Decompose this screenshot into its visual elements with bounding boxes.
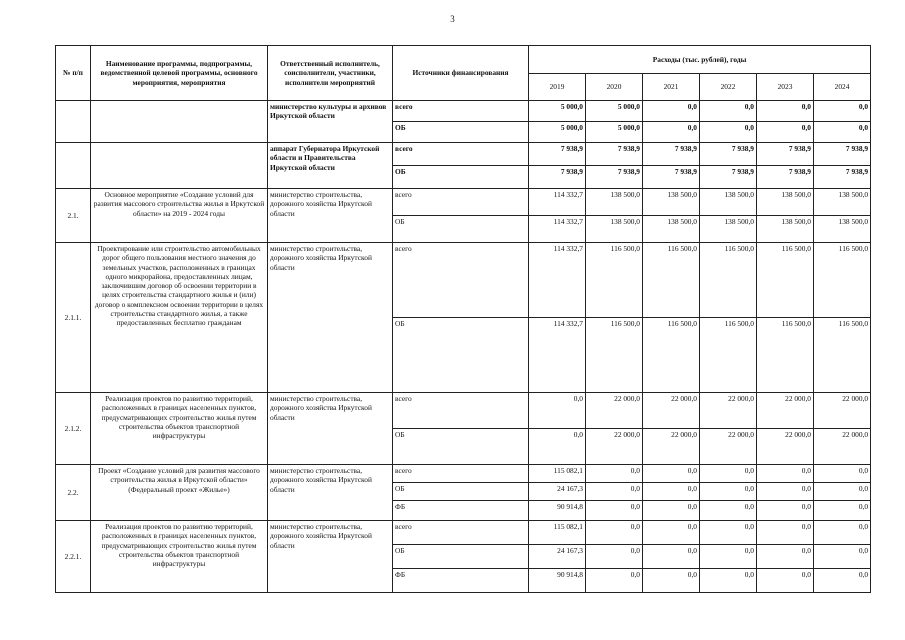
expense-value: 114 332,7 [529, 216, 586, 243]
expense-value: 22 000,0 [700, 393, 757, 429]
header-num: № п/п [56, 46, 91, 101]
row-responsible: министерство строительства, дорожного хозяйства Иркутской области [268, 465, 393, 521]
expense-value: 5 000,0 [529, 101, 586, 122]
expense-value: 138 500,0 [700, 216, 757, 243]
expense-value: 116 500,0 [586, 318, 643, 393]
expense-value: 7 938,9 [643, 143, 700, 166]
expense-value: 0,0 [814, 521, 871, 545]
expense-value: 0,0 [643, 521, 700, 545]
header-year: 2024 [814, 74, 871, 101]
table-row [56, 101, 871, 122]
expense-value: 0,0 [643, 545, 700, 569]
expense-value: 22 000,0 [757, 393, 814, 429]
expense-value: 116 500,0 [586, 243, 643, 318]
row-responsible: министерство строительства, дорожного хозяйства Иркутской области [268, 243, 393, 393]
header-expenses: Расходы (тыс. рублей), годы [529, 46, 871, 74]
row-number: 2.1. [56, 189, 91, 243]
expense-value: 0,0 [700, 483, 757, 501]
expense-value: 7 938,9 [757, 166, 814, 189]
row-responsible: министерство строительства, дорожного хозяйства Иркутской области [268, 393, 393, 465]
header-year: 2020 [586, 74, 643, 101]
expense-value: 138 500,0 [757, 216, 814, 243]
expense-value: 116 500,0 [757, 243, 814, 318]
expense-value: 0,0 [586, 545, 643, 569]
row-responsible: министерство строительства, дорожного хозяйства Иркутской области [268, 521, 393, 593]
expense-value: 0,0 [643, 465, 700, 483]
expense-value: 0,0 [757, 483, 814, 501]
expense-value: 0,0 [529, 393, 586, 429]
funding-source: всего [393, 143, 529, 166]
funding-source: ОБ [393, 483, 529, 501]
expense-value: 114 332,7 [529, 243, 586, 318]
expense-value: 114 332,7 [529, 189, 586, 216]
expense-value: 116 500,0 [643, 318, 700, 393]
expense-value: 138 500,0 [814, 189, 871, 216]
expense-value: 0,0 [814, 545, 871, 569]
row-number: 2.2.1. [56, 521, 91, 593]
funding-source: всего [393, 393, 529, 429]
funding-source: ОБ [393, 318, 529, 393]
expense-value: 0,0 [700, 501, 757, 521]
expense-value: 22 000,0 [814, 393, 871, 429]
expense-value: 0,0 [586, 501, 643, 521]
expense-value: 0,0 [700, 122, 757, 143]
expense-value: 138 500,0 [757, 189, 814, 216]
expense-value: 0,0 [814, 569, 871, 593]
expense-value: 0,0 [814, 465, 871, 483]
expense-value: 0,0 [643, 122, 700, 143]
expense-value: 116 500,0 [643, 243, 700, 318]
table-row [56, 243, 871, 318]
expense-value: 0,0 [757, 569, 814, 593]
expense-value: 7 938,9 [757, 143, 814, 166]
table-row [56, 393, 871, 429]
budget-table [55, 45, 871, 593]
row-name: Реализация проектов по развитию территорий, расположенных в границах населенных пунктов, предусматривающих строительство жилья путем строительства объектов транспортной инфраструктуры [91, 393, 268, 465]
header-name: Наименование программы, подпрограммы, ведомственной целевой программы, основного мероприятия, мероприятия [91, 46, 268, 101]
row-name [91, 143, 268, 189]
expense-value: 22 000,0 [586, 393, 643, 429]
expense-value: 0,0 [700, 101, 757, 122]
expense-value: 0,0 [643, 569, 700, 593]
expense-value: 7 938,9 [529, 166, 586, 189]
row-name: Основное мероприятие «Создание условий для развития массового строительства жилья в Иркутской области» на 2019 - 2024 годы [91, 189, 268, 243]
expense-value: 0,0 [700, 545, 757, 569]
expense-value: 90 914,8 [529, 501, 586, 521]
expense-value: 116 500,0 [757, 318, 814, 393]
expense-value: 5 000,0 [586, 122, 643, 143]
expense-value: 0,0 [757, 101, 814, 122]
header-year: 2021 [643, 74, 700, 101]
expense-value: 0,0 [643, 483, 700, 501]
expense-value: 0,0 [700, 465, 757, 483]
expense-value: 22 000,0 [700, 429, 757, 465]
expense-value: 116 500,0 [814, 318, 871, 393]
expense-value: 0,0 [814, 122, 871, 143]
funding-source: всего [393, 189, 529, 216]
funding-source: ОБ [393, 545, 529, 569]
table-row [56, 143, 871, 166]
expense-value: 7 938,9 [643, 166, 700, 189]
expense-value: 5 000,0 [529, 122, 586, 143]
funding-source: всего [393, 243, 529, 318]
funding-source: всего [393, 101, 529, 122]
funding-source: ФБ [393, 569, 529, 593]
expense-value: 0,0 [757, 521, 814, 545]
row-name: Проект «Создание условий для развития массового строительства жилья в Иркутской области» (Федеральный проект «Жилье») [91, 465, 268, 521]
table-row [56, 189, 871, 216]
expense-value: 116 500,0 [700, 318, 757, 393]
expense-value: 0,0 [814, 101, 871, 122]
expense-value: 7 938,9 [814, 166, 871, 189]
expense-value: 7 938,9 [586, 143, 643, 166]
header-year: 2019 [529, 74, 586, 101]
row-number: 2.2. [56, 465, 91, 521]
expense-value: 138 500,0 [643, 216, 700, 243]
expense-value: 0,0 [757, 501, 814, 521]
header-year: 2023 [757, 74, 814, 101]
expense-value: 0,0 [529, 429, 586, 465]
expense-value: 0,0 [586, 483, 643, 501]
expense-value: 0,0 [643, 501, 700, 521]
expense-value: 22 000,0 [757, 429, 814, 465]
expense-value: 90 914,8 [529, 569, 586, 593]
expense-value: 0,0 [757, 122, 814, 143]
row-name [91, 101, 268, 143]
expense-value: 0,0 [700, 521, 757, 545]
header-year: 2022 [700, 74, 757, 101]
table-row [56, 521, 871, 545]
table-row [56, 465, 871, 483]
expense-value: 0,0 [814, 501, 871, 521]
expense-value: 7 938,9 [700, 166, 757, 189]
expense-value: 138 500,0 [700, 189, 757, 216]
funding-source: ФБ [393, 501, 529, 521]
expense-value: 0,0 [586, 521, 643, 545]
row-responsible: министерство строительства, дорожного хозяйства Иркутской области [268, 189, 393, 243]
row-name: Реализация проектов по развитию территорий, расположенных в границах населенных пунктов, предусматривающих строительство жилья путем строительства объектов транспортной инфраструктуры [91, 521, 268, 593]
row-number [56, 101, 91, 143]
funding-source: ОБ [393, 216, 529, 243]
header-source: Источники финансирования [393, 46, 529, 101]
expense-value: 7 938,9 [586, 166, 643, 189]
row-number [56, 143, 91, 189]
expense-value: 22 000,0 [643, 393, 700, 429]
expense-value: 0,0 [586, 569, 643, 593]
funding-source: ОБ [393, 122, 529, 143]
expense-value: 115 082,1 [529, 465, 586, 483]
header-responsible: Ответственный исполнитель, соисполнители, участники, исполнители мероприятий [268, 46, 393, 101]
expense-value: 138 500,0 [586, 216, 643, 243]
expense-value: 7 938,9 [529, 143, 586, 166]
expense-value: 115 082,1 [529, 521, 586, 545]
row-name: Проектирование или строительство автомобильных дорог общего пользования местного значения до земельных участков, расположенных в границах одного микрорайона, предоставленных лицам, заключившим договор об освоении территории в целях строительства стандартного жилья и (или) договор о комплексном освоении территории в целях строительства стандартного жилья, а также предоставленных бесплатно гражданам [91, 243, 268, 393]
expense-value: 5 000,0 [586, 101, 643, 122]
funding-source: ОБ [393, 166, 529, 189]
expense-value: 0,0 [757, 545, 814, 569]
expense-value: 0,0 [814, 483, 871, 501]
expense-value: 138 500,0 [814, 216, 871, 243]
expense-value: 114 332,7 [529, 318, 586, 393]
row-number: 2.1.2. [56, 393, 91, 465]
expense-value: 7 938,9 [700, 143, 757, 166]
expense-value: 24 167,3 [529, 545, 586, 569]
expense-value: 138 500,0 [586, 189, 643, 216]
row-responsible: министерство культуры и архивов Иркутской области [268, 101, 393, 143]
funding-source: всего [393, 521, 529, 545]
funding-source: всего [393, 465, 529, 483]
expense-value: 22 000,0 [586, 429, 643, 465]
expense-value: 116 500,0 [814, 243, 871, 318]
expense-value: 22 000,0 [643, 429, 700, 465]
row-responsible: аппарат Губернатора Иркутской области и Правительства Иркутской области [268, 143, 393, 189]
row-number: 2.1.1. [56, 243, 91, 393]
expense-value: 116 500,0 [700, 243, 757, 318]
expense-value: 24 167,3 [529, 483, 586, 501]
expense-value: 138 500,0 [643, 189, 700, 216]
page-number: 3 [450, 14, 455, 24]
expense-value: 0,0 [757, 465, 814, 483]
funding-source: ОБ [393, 429, 529, 465]
expense-value: 7 938,9 [814, 143, 871, 166]
expense-value: 22 000,0 [814, 429, 871, 465]
expense-value: 0,0 [700, 569, 757, 593]
expense-value: 0,0 [643, 101, 700, 122]
expense-value: 0,0 [586, 465, 643, 483]
